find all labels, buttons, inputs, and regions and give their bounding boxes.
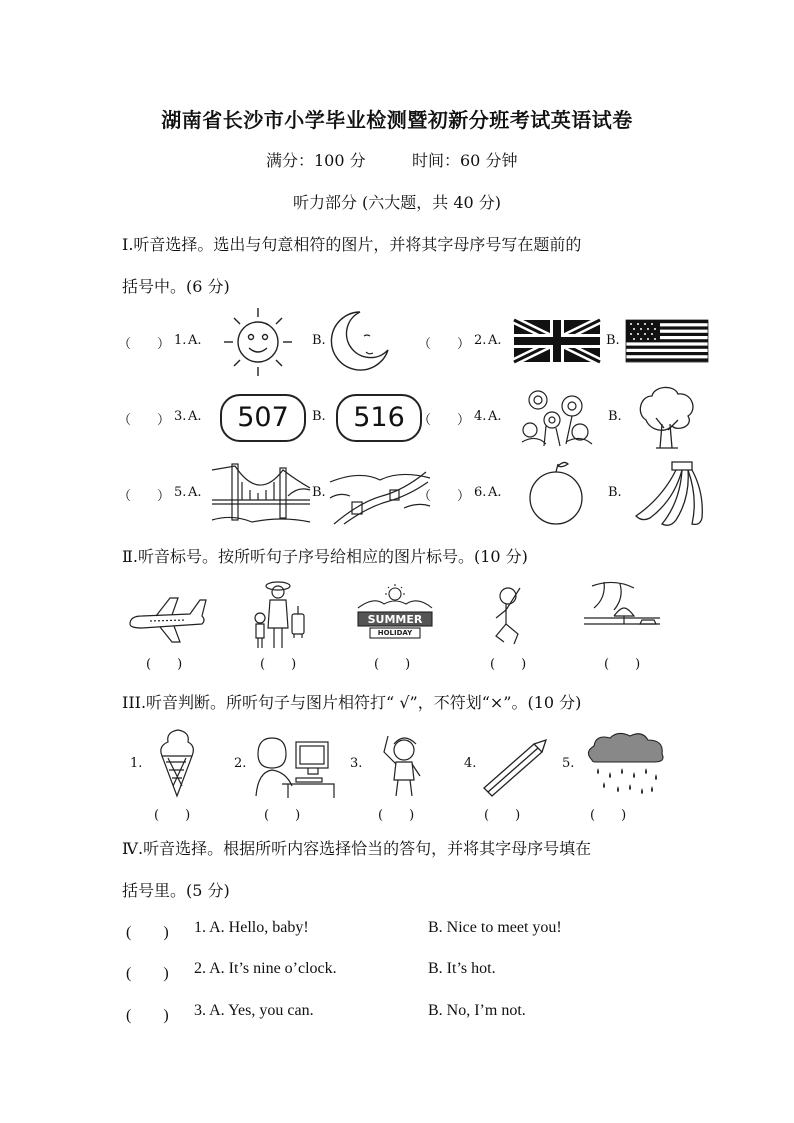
section4-instruction-line1: Ⅳ.听音选择。根据所听内容选择恰当的答句，并将其字母序号填在 (122, 839, 592, 858)
option-a-label: A. (188, 485, 202, 500)
option-a-label: A. (488, 409, 502, 424)
tree-icon (634, 384, 698, 452)
banana-icon (632, 458, 704, 528)
us-flag-icon (626, 320, 708, 362)
number-516-text: 516 (353, 402, 405, 433)
section2-instruction: Ⅱ.听音标号。按所听句子序号给相应的图片标号。(10 分) (122, 547, 528, 566)
answer-bracket[interactable]: ( ) (146, 657, 183, 672)
full-score: 满分：100 分 (266, 151, 366, 170)
item-number: 3. (350, 756, 363, 771)
item-number: 5. (562, 756, 575, 771)
traveling-family-icon (248, 578, 318, 650)
flowers-icon (516, 386, 598, 448)
ice-cream-icon (156, 726, 198, 798)
bridge-icon (212, 460, 310, 526)
summer-holiday-icon (354, 582, 436, 646)
answer-bracket[interactable]: ( ) (374, 657, 411, 672)
number-507-text: 507 (237, 402, 289, 433)
option-a: 1. A. Hello, baby! (194, 919, 309, 936)
option-b-label: B. (608, 485, 622, 500)
item-number: 5. (174, 485, 187, 500)
option-b-label: B. (606, 333, 620, 348)
airplane-icon (126, 590, 206, 646)
option-a-label: A. (488, 485, 502, 500)
rain-cloud-icon (584, 730, 666, 800)
orange-icon (528, 460, 584, 526)
answer-bracket[interactable]: （ ） (418, 489, 471, 504)
item-number: 2. (474, 333, 487, 348)
option-b: B. No, I’m not. (428, 1002, 526, 1019)
uk-flag-icon (514, 320, 600, 362)
option-b-label: B. (608, 409, 622, 424)
moon-icon (330, 310, 390, 372)
option-b: B. Nice to meet you! (428, 919, 562, 936)
answer-bracket[interactable]: （ ） (118, 413, 171, 428)
answer-bracket[interactable]: （ ） (418, 337, 471, 352)
exercising-boy-icon (380, 730, 430, 800)
pencil-icon (480, 738, 550, 796)
section4-instruction-line2: 括号里。(5 分) (122, 881, 230, 900)
beach-icon (584, 578, 660, 638)
option-a: 2. A. It’s nine o’clock. (194, 960, 337, 977)
number-card-516 (336, 394, 422, 442)
answer-bracket[interactable]: ( ) (154, 808, 191, 823)
answer-bracket[interactable]: ( ) (490, 657, 527, 672)
answer-bracket[interactable]: （ ） (418, 413, 471, 428)
page-title: 湖南省长沙市小学毕业检测暨初新分班考试英语试卷 (161, 108, 633, 132)
option-a-label: A. (188, 333, 202, 348)
option-a-label: A. (188, 409, 202, 424)
option-b-label: B. (312, 485, 326, 500)
holiday-text: HOLIDAY (377, 629, 413, 637)
item-number: 4. (464, 756, 477, 771)
answer-bracket[interactable]: ( ) (260, 657, 297, 672)
item-number: 2. (234, 756, 247, 771)
answer-bracket[interactable]: （ ） (118, 489, 171, 504)
section1-instruction-line2: 括号中。(6 分) (122, 277, 230, 296)
answer-bracket[interactable]: ( ) (590, 808, 627, 823)
option-b-label: B. (312, 333, 326, 348)
item-number: 6. (474, 485, 487, 500)
answer-bracket[interactable]: ( ) (126, 965, 169, 982)
jumping-boy-icon (486, 580, 536, 650)
item-number: 1. (174, 333, 187, 348)
answer-bracket[interactable]: ( ) (378, 808, 415, 823)
sun-icon (218, 306, 298, 378)
option-b: B. It’s hot. (428, 960, 496, 977)
number-card-507 (220, 394, 306, 442)
option-a-label: A. (488, 333, 502, 348)
great-wall-icon (330, 462, 430, 526)
computer-user-icon (252, 732, 338, 800)
answer-bracket[interactable]: ( ) (126, 924, 169, 941)
answer-bracket[interactable]: ( ) (264, 808, 301, 823)
answer-bracket[interactable]: ( ) (604, 657, 641, 672)
summer-text: SUMMER (367, 613, 423, 626)
item-number: 4. (474, 409, 487, 424)
section1-instruction-line1: Ⅰ.听音选择。选出与句意相符的图片，并将其字母序号写在题前的 (122, 235, 582, 254)
answer-bracket[interactable]: ( ) (484, 808, 521, 823)
item-number: 1. (130, 756, 143, 771)
answer-bracket[interactable]: ( ) (126, 1007, 169, 1024)
listening-header: 听力部分 (六大题，共 40 分) (292, 193, 502, 212)
item-number: 3. (174, 409, 187, 424)
option-b-label: B. (312, 409, 326, 424)
answer-bracket[interactable]: （ ） (118, 337, 171, 352)
option-a: 3. A. Yes, you can. (194, 1002, 314, 1019)
section3-instruction: III.听音判断。所听句子与图片相符打“ √”，不符划“×”。(10 分) (122, 693, 582, 712)
exam-time: 时间：60 分钟 (412, 151, 518, 170)
